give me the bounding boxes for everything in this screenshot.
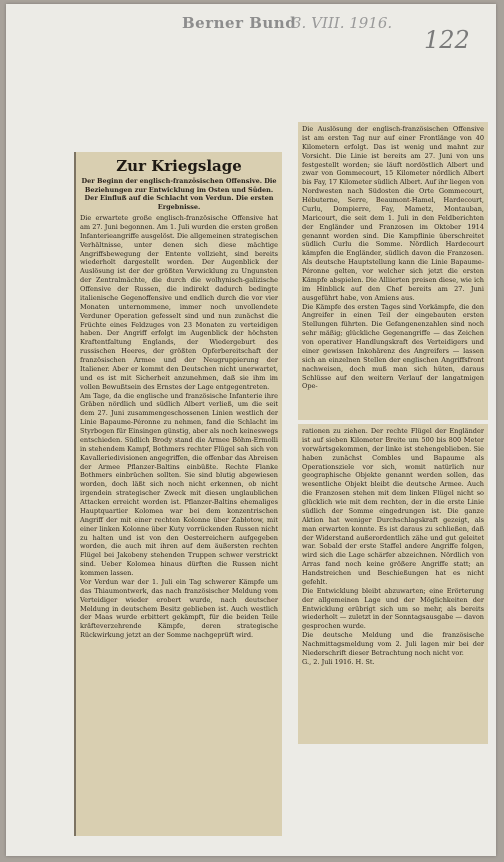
article-column-1 [74, 152, 282, 836]
article-column-2 [298, 122, 488, 420]
clipping-sheet [6, 4, 496, 856]
paragraph: Die Kämpfe des ersten Tages sind Vorkämpfe, die den Angreifer in einen Teil der eingebauten ersten Stellungen führten. Die Gefangenenzahlen sind noch sehr mäßig; glückliche Gegenangriffe — das Zeichen von operativer Handlungskraft des Verteidigers und einer gewissen Inkohärenz des Angreifers — lassen sich an einzelnen Stellen der englischen Angriffsfront nachweisen, doch muß man sich hüten, daraus Schlüsse auf den weitern Verlauf der langatmigen Ope- [302, 302, 484, 391]
paragraph: rationen zu ziehen. Der rechte Flügel der Engländer ist auf sieben Kilometer Breite um 500 bis 800 Meter vorwärtsgekommen, der linke ist stehengeblieben. Sie haben zunächst Combles und Bapaume als Operationsziele vor sich, womit natürlich nur geographische Objekte genannt werden sollen, das wesentliche Objekt bleibt die deutsche Armee. Auch die Franzosen stehen mit dem linken Flügel nicht so glücklich wie mit dem rechten, der in die erste Linie südlich der Somme eingedrungen ist. Die ganze Aktion hat weniger Durchschlagskraft gezeigt, als man erwarten konnte. Es ist daraus zu schließen, daß der Widerstand außerordentlich zähe und gut geleitet war. Sobald der erste Staffel andere Angriffe folgen, wird sich die Lage schärfer abzeichnen. Nördlich von Arras fand noch keine größere Angriffe statt; an Handstreichen und Beschießungen hat es nicht gefehlt. [302, 427, 484, 586]
paragraph: Die Entwicklung bleibt abzuwarten; eine Erörterung der allgemeinen Lage und der Möglichkeiten der Entwicklung erübrigt sich um so mehr, als bereits wiederholt — zuletzt in der Sonntagsausgabe — davon gesprochen wurde. [302, 586, 484, 631]
handwritten-date: 3. VIII. 1916. [292, 14, 393, 32]
article-column-3 [298, 424, 488, 744]
paragraph: Vor Verdun war der 1. Juli ein Tag schwerer Kämpfe um das Thiaumontwerk, das nach französischer Meldung vom Verteidiger wieder erobert wurde, nach deutscher Meldung in deutschem Besitz geblieben ist. Auch westlich der Maas wurde erbittert gekämpft, für die beiden Teile kräfteverzehrende Kämpfe, deren strategische Rückwirkung jetzt an der Somme nachgeprüft wird. [80, 577, 278, 640]
newspaper-name: Berner Bund [182, 14, 297, 32]
article-title: Zur Kriegslage [116, 157, 242, 175]
paragraph: Die deutsche Meldung und die französische Nachmittagsmeldung vom 2. Juli lagen mir bei der Niederschrift dieser Betrachtung noch nicht vor. [302, 631, 484, 657]
signature-line: G., 2. Juli 1916. H. St. [302, 657, 375, 666]
paragraph: Die erwartete große englisch-französische Offensive hat am 27. Juni begonnen. Am 1. Juli wurden die ersten großen Infanterieangriffe ausgelöst. Die allgemeinen strategischen Verhältnisse, unter denen sich diese mächtige Angriffsbewegung der Entente vollzieht, sind bereits wiederholt dargestellt worden. Der Augenblick der Auslösung ist der der größten Verwicklung zu Ungunsten der Zentralmächte, die durch die wolhynisch-galizische Offensive der Russen, die indirekt dadurch bedingte italienische Gegenoffensive und endlich durch die vor vier Monaten unternommene, immer noch unvollendete Verduner Operation gefesselt sind und nun zunächst die Früchte eines Feldzuges von 23 Monaten zu verteidigen haben. Der Angriff erfolgt im Augenblick der höchsten Kraftentfaltung Englands, der Wiedergeburt des russischen Heeres, der größten Opferbereitschaft der französischen Armee und der Neugruppierung der Italiener. Aber er kommt den Deutschen nicht unerwartet, und es ist mit Sicherheit anzunehmen, daß sie ihm im vollen Bewußtsein des Ernstes der Lage entgegentreten. [80, 214, 278, 391]
reference-number: 122 [424, 26, 470, 54]
paragraph: Am Tage, da die englische und französische Infanterie ihre Gräben nördlich und südlich Albert verließ, um die seit dem 27. Juni zusammengeschossenen Linien westlich der Linie Bapaume-Péronne zu nehmen, fand die Schlacht im Styrbogen für Einsingen günstig, aber als noch keineswegs entschieden. Südlich Brody stand die Armee Böhm-Ermolli in stehendem Kampf, Bothmers rechter Flügel sah sich von Kavalleriedivisionen angegriffen, die offenbar das Abreisen der Armee Pflanzer-Baltins einbüßte. Rechte Flanke Bothmers einbrüchen sollten. Sie sind blutig abgewiesen worden, doch läßt sich noch nicht erkennen, ob nicht irgendein strategischer Zweck mit diesen unglaublichen Attacken erreicht worden ist. Pflanzer-Baltins ehemaliges Hauptquartier Kolomea war bei dem konzentrischen Angriff der mit einer rechten Kolonne über Zabłotow, mit einer linken Kolonne über Kuty vorrückenden Russen nicht zu halten und ist von den Oesterreichern aufgegeben worden, die auch mit ihren auf dem äußersten rechten Flügel bei Jakobeny stehenden Truppen schwer verstrickt sind. Ueber Kolomea hinaus dürften die Russen nicht kommen lassen. [80, 391, 278, 577]
paragraph: Die Auslösung der englisch-französischen Offensive ist am ersten Tag nur auf einer Frontlänge von 40 Kilometern erfolgt. Das ist wenig und mahnt zur Vorsicht. Die Linie ist bereits am 27. Juni von uns festgestellt worden; sie läuft nordöstlich Albert und zwar von Gommecourt, 15 Kilometer nördlich Albert bis Fay, 17 Kilometer südlich Albert. Auf ihr liegen von Nordwesten nach Südosten die Orte Gommecourt, Hébuterne, Serre, Beaumont-Hamel, Hardecourt, Curlu, Dompierre, Fay, Mametz, Montauban, Maricourt, die seit dem 1. Juli in den Feldberichten der Engländer und Franzosen im Oktober 1914 genannt worden sind. Die Kampflinie überschreitet südlich Curlu die Somme. Nördlich Hardecourt kämpfen die Engländer, südlich davon die Franzosen. Als deutsche Hauptstellung kann die Linie Bapaume-Péronne gelten, vor welcher sich jetzt die ersten Kämpfe abspielen. Die Alliierten preisen diese, wie ich im Hinblick auf den Chef bereits am 27. Juni ausgeführt habe, von Amiens aus. [302, 125, 484, 302]
article-lead: Der Beginn der englisch-französischen Offensive. Die Beziehungen zur Entwicklung im Osten und Süden. Der Einfluß auf die Schlacht von Verdun. Die ersten Ergebnisse. [81, 177, 277, 211]
